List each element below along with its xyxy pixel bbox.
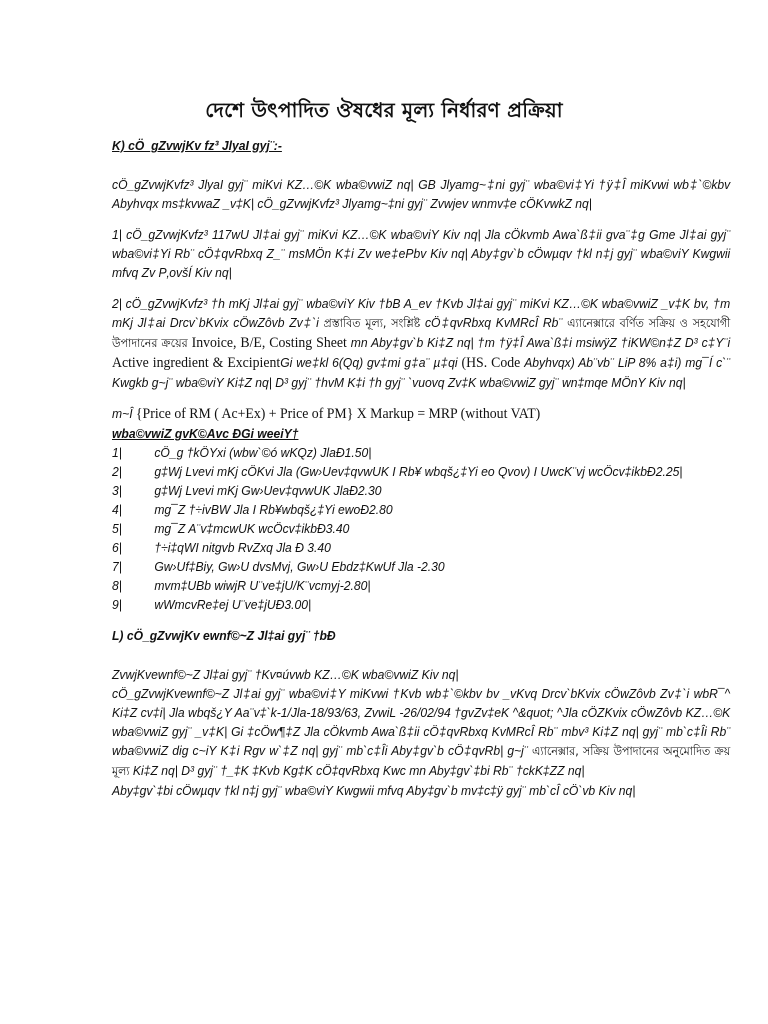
paragraph-3-english-2: Active ingredient & Excipient (112, 355, 281, 371)
list-item (112, 500, 730, 519)
list-item (112, 462, 730, 481)
list-item-number: 4| (112, 502, 122, 517)
section-l-paragraph-2-bangla: এ্যানেক্সার, সক্রিয় উপাদানের অনুমোদিত ক্রয় মূল্য (112, 744, 731, 778)
list-item (112, 519, 730, 538)
section-k-heading: K) cÖ_gZvwjKv fz³ JlyaI gyj¨:- (112, 138, 282, 153)
markup-list (112, 443, 730, 614)
paragraph-3-bangla-2: এ্যানেক্সারে বর্ণিত সক্রিয় ও সহযোগী উপাদানের ক্রয়ের (112, 316, 731, 350)
paragraph-3-bangla-1: প্রস্তাবিত মূল্য, সংশ্লিষ্ট (323, 316, 421, 330)
list-item-text: mg¯Z A¨v‡mcwUK wcÖcv‡ikbÐ3.40 (154, 521, 350, 536)
list-item-text: g‡Wj Lvevi mKj cÖKvi Jla (Gw›Uev‡qvwUK I Rb¥ wbqš¿‡Yi eo Qvov) I UwcK¨vj wcÖcv‡ikbÐ2.25| (154, 464, 683, 479)
paragraph-3-part-c: mn Aby‡gv`b Ki‡Z nq| †m †ÿ‡Î Awa`ß‡i msiwÿZ †iKW©n‡Z D³ c‡Y¨i (350, 335, 731, 350)
list-item-number: 5| (112, 521, 122, 536)
list-item-text: g‡Wj Lvevi mKj Gw›Uev‡qvwUK JlaÐ2.30 (154, 483, 382, 498)
section-k-paragraph-2: 1| cÖ_gZvwjKvfz³ 117wU Jl‡ai gyj¨ miKvi KZ…©K wba©viY Kiv nq| Jla cÖkvmb Awa`ß‡ii gva¨‡g Gme Jl‡ai gyj¨ wba©vi‡Yi Rb¨ cÖ‡qvRbxq Z_¨ msMÖn K‡i Zv we‡ePbv Kiv nq| Aby‡gv`b cÖwµqv †kl n‡j gyj¨ wba©viY Kwgwii mfvq Zv P‚ovšÍ Kiv nq| (112, 227, 731, 280)
section-k-paragraph-3 (112, 294, 730, 392)
paragraph-3-part-a: 2| cÖ_gZvwjKvfz³ †h mKj Jl‡ai gyj¨ wba©viY Kiv †bB A_ev †Kvb Jl‡ai gyj¨ miKvi KZ…©K wba©vwiZ _v‡K bv, †m mKj Jl‡ai Drcv`bKvix cÖwZôvb Zv‡`i (112, 296, 731, 330)
markup-heading: wba©vwiZ gvK©Avc ÐGi weeiY† (112, 426, 299, 441)
list-item-number: 7| (112, 559, 122, 574)
document-body (112, 136, 730, 800)
list-item-text: †÷i‡qWI nitgvb RvZxq Jla Ð 3.40 (154, 540, 331, 555)
list-item-number: 3| (112, 483, 122, 498)
list-item-number: 1| (112, 445, 122, 460)
list-item (112, 576, 730, 595)
list-item-number: 6| (112, 540, 122, 555)
paragraph-3-part-b: cÖ‡qvRbxq KvMRcÎ Rb¨ (420, 315, 568, 330)
section-l-paragraph-2-part-a: cÖ_gZvwjKvewnf©~Z Jl‡ai gyj¨ wba©vi‡Y miKvwi †Kvb wb‡`©kbv bv _vKvq Drcv`bKvix cÖwZôvb Zv‡`i wbR¯^ Ki‡Z cv‡i| Jla wbqš¿Y Aa¨v‡`k-1/Jla-18/93/63, ZvwiL -26/02/94 †gvZv‡eK ^&quot; ^Jla cÖZKvix cÖwZôvb KZ…©K wba©vwiZ gyj¨ _v‡K| Gi ‡cÖw¶‡Z Jla cÖkvmb Awa`ß‡ii cÖ‡qvRbxq KvMRcÎ Rb¨ mbv³ Ki‡Z nq| gyj¨ mb`c‡Îi Rb¨ wba©vwiZ dig c~iY K‡i Rgv w`‡Z nq| gyj¨ mb`c‡Îi Aby‡gv`b cÖ‡qvRb| g~j¨ (112, 686, 731, 758)
section-l-paragraph-3: Aby‡gv`‡bi cÖwµqv †kl n‡j gyj¨ wba©viY Kwgwii mfvq Aby‡gv`b mv‡c‡ÿ gyj¨ mb`cÎ cÖ`vb Kiv nq| (112, 783, 636, 798)
list-item (112, 481, 730, 500)
list-item-text: mg¯Z †÷ivBW Jla I Rb¥wbqš¿‡Yi ewoÐ2.80 (154, 502, 393, 517)
list-item-text: cÖ_g †kÖYxi (wbw`©ó wKQz) JlaÐ1.50| (154, 445, 372, 460)
section-l-paragraph-2 (112, 684, 730, 781)
formula-text: {Price of RM ( Ac+Ex) + Price of PM} X Markup = MRP (without VAT) (135, 406, 541, 422)
paragraph-3-english-3: (HS. Code (457, 355, 525, 371)
formula-prefix: m~Î (112, 406, 136, 421)
price-formula (112, 404, 730, 424)
list-item (112, 557, 730, 576)
section-l-paragraph-1: ZvwjKvewnf©~Z Jl‡ai gyj¨ †Kv¤úvwb KZ…©K wba©vwiZ Kiv nq| (112, 667, 459, 682)
paragraph-3-part-d: Gi we‡kl 6(Qq) gv‡mi g‡a¨ µ‡qi (280, 355, 458, 370)
list-item-text: wWmcvRe‡ej U¨ve‡jUÐ3.00| (154, 597, 312, 612)
list-item (112, 443, 730, 462)
paragraph-3-part-e: Abyhvqx) Ab¨vb¨ LiP 8% a‡i) mg¯Í c`¨ Kwgkb g~j¨ wba©viY Ki‡Z nq| D³ gyj¨ †hvM K‡i †h gyj¨ `vuovq Zv‡K wba©vwiZ gyj¨ wn‡mqe MÖnY Kiv nq| (112, 355, 731, 390)
list-item (112, 595, 730, 614)
list-item-number: 2| (112, 464, 122, 479)
list-item-number: 8| (112, 578, 122, 593)
list-item-text: mvm‡UBb wiwjR U¨ve‡jU/K¨vcmyj-2.80| (154, 578, 371, 593)
document-title: দেশে উৎপাদিত ঔষধের মূল্য নির্ধারণ প্রক্রিয়া (205, 98, 563, 122)
section-k-paragraph-1: cÖ_gZvwjKvfz³ JlyaI gyj¨ miKvi KZ…©K wba©vwiZ nq| GB Jlyamg~‡ni gyj¨ wba©vi‡Yi †ÿ‡Î miKvwi wb‡`©kbv Abyhvqx ms‡kvwaZ _v‡K| cÖ_gZvwjKvfz³ Jlyamg~‡ni gyj¨ Zvwjev wnmv‡e cÖKvwkZ nq| (112, 177, 731, 211)
list-item (112, 538, 730, 557)
section-l-paragraph-2-part-b: Ki‡Z nq| D³ gyj¨ †_‡K ‡Kvb Kg‡K cÖ‡qvRbxq Kwc mn Aby‡gv`‡bi Rb¨ †ckK‡ZZ nq| (129, 763, 585, 778)
list-item-text: Gw›Uf‡Biy, Gw›U dvsMvj, Gw›U Ebdz‡KwUf Jla -2.30 (154, 559, 445, 574)
section-l-heading: L) cÖ_gZvwjKv ewnf©~Z Jl‡ai gyj¨ †bÐ (112, 628, 336, 643)
list-item-number: 9| (112, 597, 122, 612)
paragraph-3-english-1: Invoice, B/E, Costing Sheet (187, 335, 351, 351)
